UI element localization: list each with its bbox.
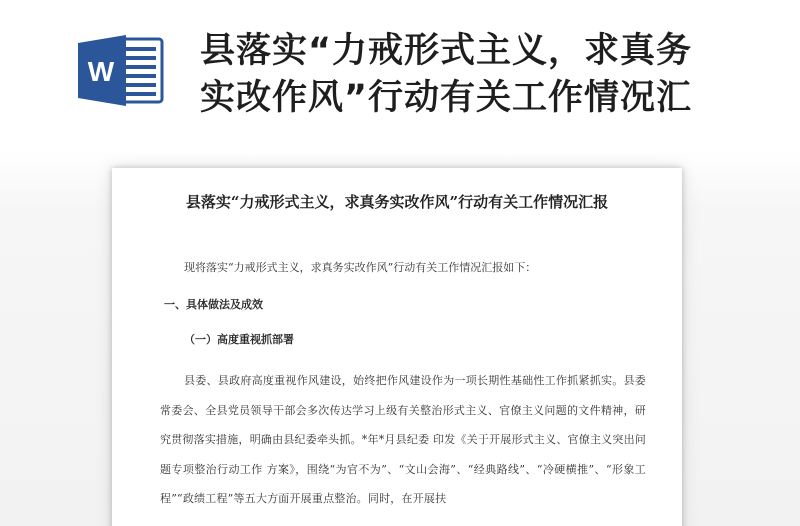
- body-paragraph: 县委、县政府高度重视作风建设，始终把作风建设作为一项长期性基础性工作抓紧抓实。县委常委会、全县党员领导干部会多次传达学习上级有关整治形式主义、官僚主义问题的文件精神，研究贯彻落实措施，明确由县纪委牵头抓。*年*月县纪委 印发《关于开展形式主义、官僚主义突出问题专项整治行动工作 方案》，围绕“为官不为”、“文山会海”、“经典路线”、“冷硬横推”、“形象工程”“政绩工程”等五大方面开展重点整治。同时，在开展扶: [160, 374, 646, 505]
- intro-paragraph: 现将落实“力戒形式主义，求真务实改作风”行动有关工作情况汇报如下：: [184, 261, 537, 274]
- header-title: 县落实“力戒形式主义，求真务实改作风”行动有关工作情况汇: [200, 31, 693, 118]
- document-title: 县落实“力戒形式主义，求真务实改作风”行动有关工作情况汇报: [185, 193, 609, 211]
- word-logo-letter: W: [87, 56, 115, 87]
- subsection-heading: （一）高度重视抓部署: [184, 333, 294, 346]
- section-heading: 一、具体做法及成效: [164, 298, 263, 311]
- document-page: [112, 168, 682, 526]
- word-document-icon: [76, 33, 166, 108]
